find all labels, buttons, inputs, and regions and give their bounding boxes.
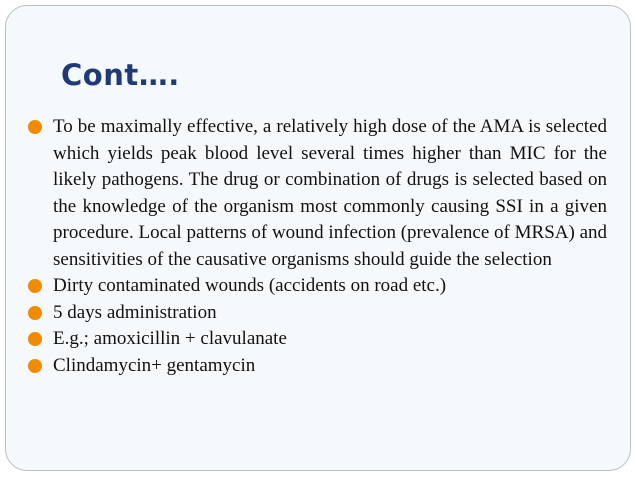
bullet-dot-icon bbox=[28, 332, 42, 346]
bullet-item bbox=[27, 273, 607, 300]
slide-title: Cont…. bbox=[61, 58, 180, 92]
bullet-item bbox=[27, 326, 607, 353]
bullet-item bbox=[27, 300, 607, 327]
bullet-dot-icon bbox=[28, 120, 42, 134]
bullet-dot-icon bbox=[28, 279, 42, 293]
bullet-dot-icon bbox=[28, 359, 42, 373]
bullet-item bbox=[27, 114, 607, 273]
bullet-text: 5 days administration bbox=[53, 301, 217, 323]
bullet-dot-icon bbox=[28, 306, 42, 320]
bullet-text: Clindamycin+ gentamycin bbox=[53, 354, 256, 376]
slide-frame bbox=[5, 5, 631, 471]
bullet-item bbox=[27, 353, 607, 380]
bullet-list bbox=[27, 114, 607, 379]
bullet-text: E.g.; amoxicillin + clavulanate bbox=[53, 328, 287, 349]
bullet-text: Dirty contaminated wounds (accidents on road etc.) bbox=[53, 275, 447, 296]
bullet-text: To be maximally effective, a relatively high dose of the AMA is selected which yields peak blood level several times higher than MIC for the likely pathogens. The drug or combination of drugs is selected based on the knowledge of the organism most commonly causing SSI in a given procedure. Local patterns of wound infection (prevalence of MRSA) and sensitivities of the causative organisms should guide the selection bbox=[53, 116, 607, 270]
